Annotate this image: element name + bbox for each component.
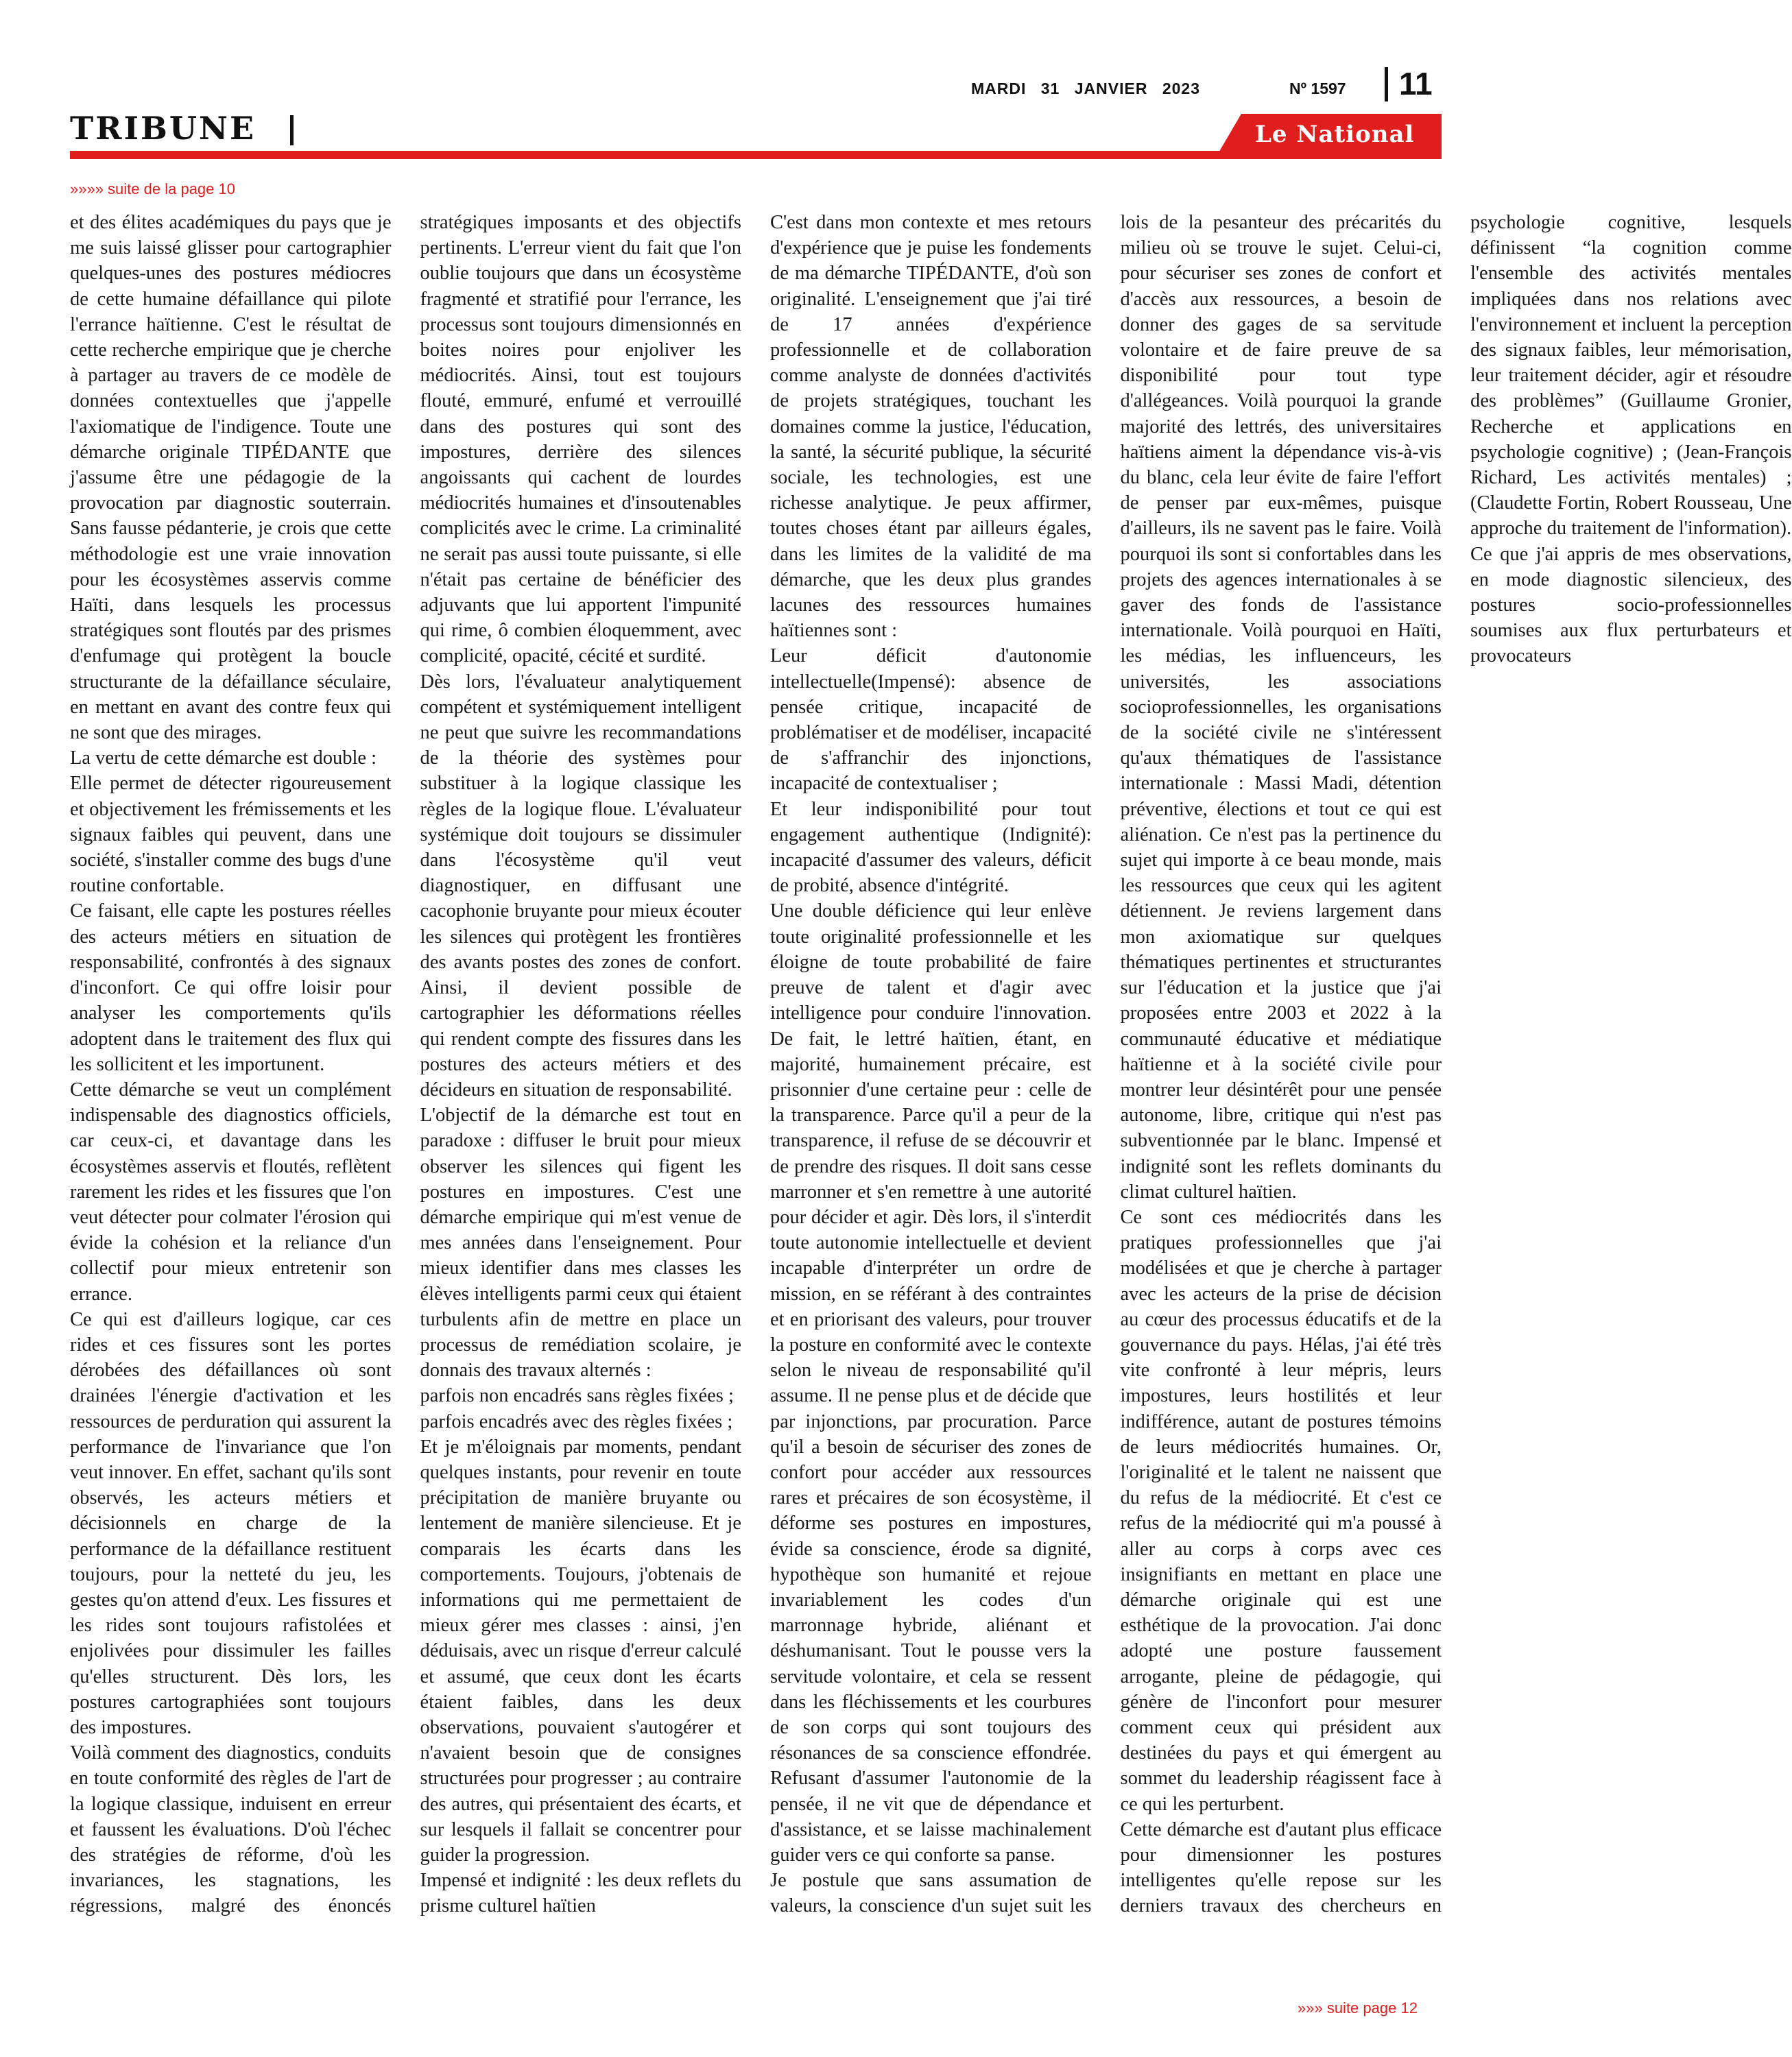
- continued-from-link[interactable]: »»»» suite de la page 10: [70, 180, 235, 197]
- newspaper-name: Le National: [1255, 121, 1415, 148]
- article-paragraph: Cette démarche se veut un complément indispensable des diagnostics officiels, car ceux-ci, et davantage dans les écosystèmes asservis et floutés, reflètent rarement les rides et les fissures que l'on veut détecter pour colmater l'érosion qui évide la cohésion et la reliance d'un collectif pour mieux entretenir son errance.: [70, 1079, 392, 1305]
- article-paragraph: Ce que j'ai appris de mes observations, en mode diagnostic silencieux, des postures socio-professionnelles soumises aux flux perturbateurs et provocateurs: [1470, 543, 1792, 667]
- issue-number: Nº 1597: [1289, 80, 1346, 97]
- article-paragraph: Et leur indisponibilité pour tout engagement authentique (Indignité): incapacité d'assumer des valeurs, déficit de probité, absence d'intégrité.: [770, 798, 1092, 897]
- article-paragraph: Et je m'éloignais par moments, pendant quelques instants, pour revenir en toute précipitation de manière bruyante ou lentement de manière silencieuse. Et je comparais les écarts dans les comportements. Toujours, j'obtenais de informations qui me permettaient de mieux gérer mes classes : ainsi, j'en déduisais, avec un risque d'erreur calculé et assumé, que ceux dont les écarts étaient faibles, dans les deux observations, pouvaient s'autogérer et n'avaient besoin que de consignes structurées pour progresser ; au contraire des autres, qui présentaient des écarts, et sur lesquels il fallait se concentrer pour guider la progression.: [420, 1436, 741, 1866]
- article-paragraph: L'objectif de la démarche est tout en paradoxe : diffuser le bruit pour mieux observer les silences qui figent les postures en impostures. C'est une démarche empirique qui m'est venue de mes années dans l'enseignement. Pour mieux identifier dans mes classes les élèves intelligents parmi ceux qui étaient turbulents afin de mettre en place un processus de remédiation scolaire, je donnais des travaux alternés :: [420, 1105, 741, 1382]
- article-paragraph: La vertu de cette démarche est double :: [70, 747, 377, 769]
- continued-to-link[interactable]: »»» suite page 12: [1298, 1999, 1418, 2017]
- article-paragraph: Impensé et indignité : les deux reflets du prisme culturel haïtien: [420, 1870, 741, 1917]
- article-paragraph: Je postule que sans assumation de valeurs, la conscience d'un sujet suit les lois de la pesanteur des précarités du milieu où se trouve le sujet. Celui-ci, pour sécuriser ses zones de confort et d'accès aux ressources, a besoin de donner des gages de sa servitude volontaire et de faire preuve de sa disponibilité pour tout type d'allégeances. Voilà pourquoi la grande majorité des lettrés, des universitaires haïtiens aiment la dépendance vis-à-vis du blanc, cela leur évite de faire l'effort de penser par eux-mêmes, puisque d'ailleurs, ils ne savent pas le faire. Voilà pourquoi ils sont si confortables dans les projets des agences internationales à se gaver des fonds de l'assistance internationale. Voilà pourquoi en Haïti, les médias, les influenceurs, les universités, les associations socioprofessionnelles, les organisations de la société civile ne s'intéressent qu'aux thématiques de l'assistance internationale : Massi Madi, détention préventive, élections et tout ce qui est aliénation. Ce n'est pas la pertinence du sujet qui importe à ce beau monde, mais les ressources que ceux qui les agitent détiennent. Je reviens largement dans mon axiomatique sur quelques thématiques pertinentes et structurantes sur l'éducation et la justice que j'ai proposées entre 2003 et 2022 à la communauté éducative et médiatique haïtienne et à la société civile pour montrer leur désintérêt pour une pensée autonome, libre, critique qui n'est pas subventionnée par le blanc. Impensé et indignité sont les reflets dominants du climat culturel haïtien.: [770, 212, 1442, 1917]
- article-paragraph: Une double déficience qui leur enlève toute originalité professionnelle et les éloigne de toute probabilité de faire preuve de talent et d'agir avec intelligence pour conduire l'innovation. De fait, le lettré haïtien, étant, en majorité, humainement précaire, est prisonnier d'une certaine peur : celle de la transparence. Parce qu'il a peur de la transparence, il refuse de se découvrir et de prendre des risques. Il doit sans cesse marronner et s'en remettre à une autorité pour décider et agir. Dès lors, il s'interdit toute autonomie intellectuelle et devient incapable d'interpréter un ordre de mission, en se référant à des contraintes et en priorisant des valeurs, pour trouver la posture en conformité avec le contexte selon le niveau de responsabilité qu'il assume. Il ne pense plus et de décide que par injonctions, par procuration. Parce qu'il a besoin de sécuriser des zones de confort pour accéder aux ressources rares et précaires de son écosystème, il déforme ses postures en impostures, évide sa conscience, érode sa dignité, hypothèque son humanité et rejoue invariablement les codes d'un marronnage hybride, aliénant et déshumanisant. Tout le pousse vers la servitude volontaire, et cela se ressent dans les fléchissements et les courbures de son corps qui sont toujours des résonances de sa conscience effondrée. Refusant d'assumer l'autonomie de la pensée, il ne vit que de dépendance et d'assistance, et se laisse machinalement guider vers ce qui conforte sa panse.: [770, 900, 1092, 1866]
- article-paragraph: Ce faisant, elle capte les postures réelles des acteurs métiers en situation de responsabilité, confrontés à des signaux d'inconfort. Ce qui offre loisir pour analyser les comportements qu'ils adoptent dans le traitement des flux qui les sollicitent et les importunent.: [70, 900, 392, 1075]
- article-paragraph: et des élites académiques du pays que je me suis laissé glisser pour cartographier quelques-unes des postures médiocres de cette humaine défaillance qui pilote l'errance haïtienne. C'est le résultat de cette recherche empirique que je cherche à partager au travers de ce modèle de données contextuelles que j'appelle l'axiomatique de l'indigence. Toute une démarche originale TIPÉDANTE que j'assume être une pédagogie de la provocation par diagnostic souterrain. Sans fausse pédanterie, je crois que cette méthodologie est une vraie innovation pour les écosystèmes asservis comme Haïti, dans lesquels les processus stratégiques sont floutés par des prismes d'enfumage qui protègent la boucle structurante de la défaillance séculaire, en mettant en avant des contre feux qui ne sont que des mirages.: [70, 212, 392, 744]
- article-paragraph: Voilà comment des diagnostics, conduits en toute conformité des règles de l'art de la logique classique, induisent en erreur et faussent les évaluations. D'où l'échec des stratégies de réforme, d'où les invariances, les stagnations, les régressions, malgré des énoncés stratégiques imposants et des objectifs pertinents. L'erreur vient du fait que l'on oublie toujours que dans un écosystème fragmenté et stratifié pour l'errance, les processus sont toujours dimensionnés en boites noires pour enjoliver les médiocrités. Ainsi, tout est toujours flouté, emmuré, enfumé et verrouillé dans des postures qui sont des impostures, derrière des silences angoissants qui cachent de lourdes médiocrités humaines et d'insoutenables complicités avec le crime. La criminalité ne serait pas aussi toute puissante, si elle n'était pas certaine de bénéficier des adjuvants que lui apportent l'impunité qui rime, ô combien éloquemment, avec complicité, opacité, cécité et surdité.: [70, 212, 741, 1917]
- article-paragraph: Cette démarche est d'autant plus efficace pour dimensionner les postures intelligentes qu'elle repose sur les derniers travaux des chercheurs en psychologie cognitive, lesquels définissent “la cognition comme l'ensemble des activités mentales impliquées dans nos relations avec l'environnement et incluent la perception des signaux faibles, leur mémorisation, leur traitement décider, agir et résoudre des problèmes” (Guillaume Gronier, Recherche et applications en psychologie cognitive) ; (Jean-François Richard, Les activités mentales) ; (Claudette Fortin, Robert Rousseau, Une approche du traitement de l'information).: [1120, 212, 1792, 1917]
- issue-date: MARDI 31 JANVIER 2023: [971, 80, 1200, 97]
- article-paragraph: Ce qui est d'ailleurs logique, car ces rides et ces fissures sont les portes dérobées des défaillances où sont drainées l'énergie d'activation et les ressources de perduration qui assurent la performance de l'invariance que l'on veut innover. En effet, sachant qu'ils sont observés, les acteurs métiers et décisionnels en charge de la performance de la défaillance restituent toujours, pour la netteté du jeu, les gestes qu'on attend d'eux. Les fissures et les rides sont toujours rafistolées et enjolivées pour dissimuler les failles qu'elles structurent. Dès lors, les postures cartographiées sont toujours des impostures.: [70, 1308, 392, 1738]
- article-paragraph: Dès lors, l'évaluateur analytiquement compétent et systémiquement intelligent ne peut que suivre les recommandations de la théorie des systèmes pour substituer à la logique classique les règles de la logique floue. L'évaluateur systémique doit toujours se dissimuler dans l'écosystème qu'il veut diagnostiquer, en diffusant une cacophonie bruyante pour mieux écouter les silences qui protègent les frontières des avants postes des zones de confort. Ainsi, il devient possible de cartographier les déformations réelles qui rendent compte des fissures dans les postures des acteurs métiers et des décideurs en situation de responsabilité.: [420, 671, 741, 1100]
- article-paragraph: Ce sont ces médiocrités dans les pratiques professionnelles que j'ai modélisées et que je cherche à partager avec les acteurs de la prise de décision au cœur des processus éducatifs et de la gouvernance du pays. Hélas, j'ai été très vite confronté à leur mépris, leurs impostures, leurs hostilités et leur indifférence, autant de postures témoins de leurs médiocrités humaines. Or, l'originalité et le talent ne naissent que du refus de la médiocrité. Et c'est ce refus de la médiocrité qui m'a poussé à aller au corps à corps avec ces insignifiants en mettant en place une démarche originale qui est une esthétique de la provocation. J'ai donc adopté une posture faussement arrogante, pleine de pédagogie, qui génère de l'inconfort pour mesurer comment ceux qui président aux destinées du pays et qui émergent au sommet du leadership réagissent face à ce qui les perturbent.: [1120, 1206, 1442, 1815]
- article-paragraph: C'est dans mon contexte et mes retours d'expérience que je puise les fondements de ma démarche TIPÉDANTE, d'où son originalité. L'enseignement que j'ai tiré de 17 années d'expérience professionnelle et de collaboration comme analyste de données d'activités de projets stratégiques, touchant les domaines comme la justice, l'éducation, la santé, la sécurité publique, la sécurité sociale, les technologies, est une richesse analytique. Je peux affirmer, toutes choses étant par ailleurs égales, dans les limites de la validité de ma démarche, que les deux plus grandes lacunes des ressources humaines haïtiennes sont :: [770, 212, 1092, 642]
- article-paragraph: parfois encadrés avec des règles fixées ;: [420, 1410, 733, 1432]
- section-title: TRIBUNE: [70, 110, 256, 147]
- article-paragraph: parfois non encadrés sans règles fixées ;: [420, 1385, 734, 1407]
- page-number: 11: [1399, 66, 1433, 101]
- article-body: [70, 210, 1792, 1921]
- header-divider: [1385, 67, 1388, 101]
- article-paragraph: Elle permet de détecter rigoureusement et objectivement les frémissements et les signaux faibles qui peuvent, dans une société, s'installer comme des bugs d'une routine confortable.: [70, 773, 392, 897]
- article-paragraph: Leur déficit d'autonomie intellectuelle(Impensé): absence de pensée critique, incapacité de problématiser et de modéliser, incapacité de s'affranchir des injonctions, incapacité de contextualiser ;: [770, 645, 1092, 795]
- section-separator: [290, 115, 294, 145]
